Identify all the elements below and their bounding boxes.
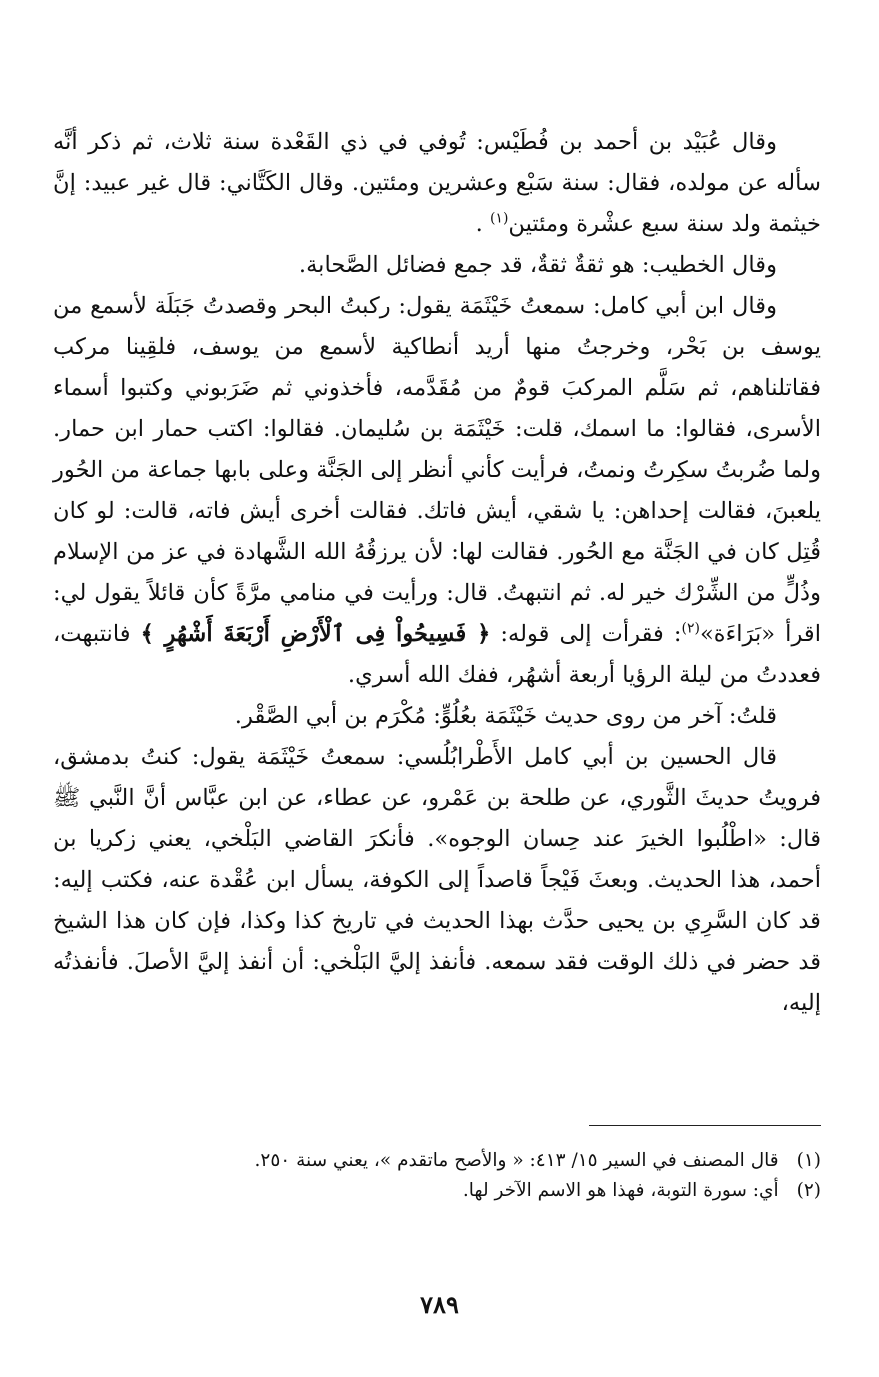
- paragraph: [53, 696, 821, 737]
- paragraph-text: .: [475, 211, 490, 237]
- paragraph-text: قلتُ: آخر من روى حديث خَيْثَمَة بعُلُوٍّ: مُكْرَم بن أبي الصَّقْر.: [234, 703, 777, 729]
- footnote-number: (٢): [796, 1180, 821, 1201]
- footnote-number: (١): [796, 1150, 821, 1171]
- paragraph-text: فانتبهت، فعددتُ من ليلة الرؤيا أربعة أشهُر، ففك الله أسري.: [53, 621, 821, 688]
- quran-verse: ﴿ فَسِيحُواْ فِى ٱلْأَرْضِ أَرْبَعَةَ أَشْهُرٍ ﴾: [140, 621, 491, 647]
- footnotes: [53, 1146, 821, 1206]
- footnote: [53, 1176, 821, 1206]
- main-text: [53, 122, 821, 1024]
- paragraph-text: وقال عُبَيْد بن أحمد بن فُطَيْس: تُوفي في ذي القَعْدة سنة ثلاث، ثم ذكر أنَّه سأله عن مولده، فقال: سنة سَبْع وعشرين ومئتين. وقال الكَتَّاني: قال غير عبيد: إنَّ خيثمة ولد سنة سبع عشْرة ومئتين: [53, 129, 821, 237]
- footnote: [53, 1146, 821, 1176]
- paragraph: [53, 245, 821, 286]
- paragraph-text: : فقرأت إلى قوله:: [490, 621, 682, 647]
- footnote-reference: (١): [489, 210, 509, 227]
- footnote-reference: (٢): [681, 620, 700, 637]
- footnote-text: قال المصنف في السير ١٥/ ٤١٣: « والأصح ماتقدم »، يعني سنة ٢٥٠.: [254, 1150, 779, 1171]
- footnote-separator: [589, 1125, 821, 1126]
- paragraph-text: وقال الخطيب: هو ثقةٌ ثقةٌ، قد جمع فضائل الصَّحابة.: [298, 252, 777, 278]
- paragraph-text: قال الحسين بن أبي كامل الأَطْرابُلُسي: سمعتُ خَيْثَمَة يقول: كنتُ بدمشق، فرويتُ حديثَ الثَّوري، عن طلحة بن عَمْرو، عن عطاء، عن ابن عبَّاس أنَّ النَّبي ﷺ قال: «اطْلُبوا الخيرَ عند حِسان الوجوه». فأنكرَ القاضي البَلْخي، يعني زكريا بن أحمد، هذا الحديث. وبعثَ فَيْجاً قاصداً إلى الكوفة، يسأل ابن عُقْدة عنه، فكتب إليه: قد كان السَّرِي بن يحيى حدَّث بهذا الحديث في تاريخ كذا وكذا، فإن كان هذا الشيخ قد حضر في ذلك الوقت فقد سمعه. فأنفذ إليَّ البَلْخي: أن أنفذ إليَّ الأصلَ. فأنفذتُه إليه،: [53, 744, 821, 1016]
- paragraph: [53, 286, 821, 696]
- paragraph-text: وقال ابن أبي كامل: سمعتُ خَيْثَمَة يقول: ركبتُ البحر وقصدتُ جَبَلَة لأسمع من يوسف بن بَحْر، وخرجتُ منها أريد أنطاكية لأسمع من يوسف، فلقِينا مركب فقاتلناهم، ثم سَلَّم المركبَ قومٌ من مُقَدَّمه، فأخذوني ثم ضَرَبوني وكتبوا أسماء الأسرى، فقالوا: ما اسمك، قلت: خَيْثَمَة بن سُليمان. فقالوا: اكتب حمار ابن حمار. ولما ضُربتُ سكِرتُ ونمتُ، فرأيت كأني أنظر إلى الجَنَّة وعلى بابها جماعة من الحُور يلعبنَ، فقالت إحداهن: يا شقي، أيش فاتك. فقالت أخرى أيش فاته، قالت: لو كان قُتِل كان في الجَنَّة مع الحُور. فقالت لها: لأن يرزقُهُ الله الشَّهادة في عز من الإسلام وذُلٍّ من الشِّرْك خير له. ثم انتبهتُ. قال: ورأيت في منامي مرَّةً كأن قائلاً يقول لي: اقرأ «بَرَاءَة»: [53, 293, 821, 647]
- footnote-text: أي: سورة التوبة، فهذا هو الاسم الآخر لها.: [462, 1180, 779, 1201]
- page-number: ٧٨٩: [420, 1290, 459, 1319]
- paragraph: [53, 122, 821, 245]
- paragraph: [53, 737, 821, 1024]
